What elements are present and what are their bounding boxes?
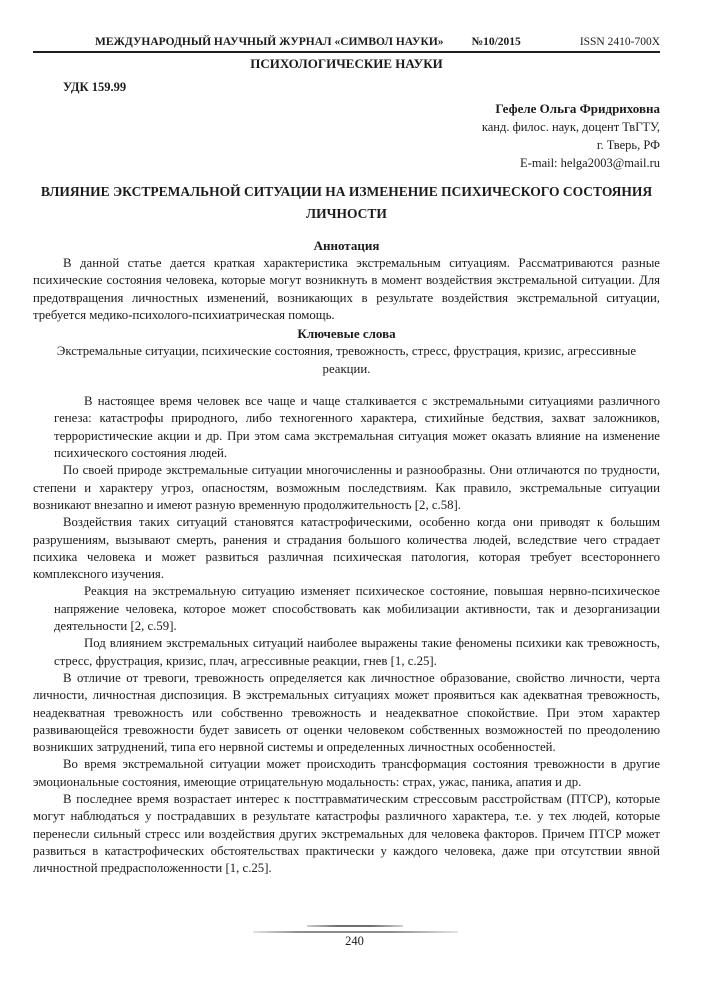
journal-issue: №10/2015 xyxy=(471,36,521,48)
footer-divider-top xyxy=(307,925,403,927)
header-divider xyxy=(33,51,660,53)
body-paragraph: В последнее время возрастает интерес к посттравматическим стрессовым расстройствам (ПТСР), которые могут наблюдаться у пострадавших в результате катастрофы различного характера, т.е. у тех людей, которые перенесли сильный стресс или воздействия других экстремальных для человека факторов. Причем ПТСР может развиться в катастрофических обстоятельствах практически у каждого человека, даже при отсутствии явной личностной предрасположенности [1, с.25]. xyxy=(33,792,660,876)
article-title-line1: ВЛИЯНИЕ ЭКСТРЕМАЛЬНОЙ СИТУАЦИИ НА ИЗМЕНЕНИЕ ПСИХИЧЕСКОГО СОСТОЯНИЯ xyxy=(40,184,653,199)
article-body xyxy=(33,393,660,877)
author-degree: канд. филос. наук, доцент ТвГТУ, xyxy=(481,120,660,134)
page-number: 240 xyxy=(345,934,364,948)
body-paragraph: Воздействия таких ситуаций становятся катастрофическими, особенно когда они приводят к большим разрушениям, вызывают смерть, ранения и страдания большого количества людей, вследствие чего страдает психика человека и может развиться различная психическая патология, которая требует всестороннего комплексного изучения. xyxy=(33,515,660,582)
footer-divider-bottom xyxy=(253,931,458,933)
author-block xyxy=(33,100,660,172)
journal-issn: ISSN 2410-700X xyxy=(579,36,660,48)
body-paragraph: Под влиянием экстремальных ситуаций наиболее выражены такие феномены психики как тревожность, стресс, фрустрация, кризис, плач, агрессивные реакции, гнев [1, с.25]. xyxy=(54,636,660,668)
keywords-text: Экстремальные ситуации, психические состояния, тревожность, стресс, фрустрация, кризис, агрессивные реакции. xyxy=(56,344,637,377)
body-paragraph: В отличие от тревоги, тревожность определяется как личностное образование, свойство личности, черта личности, личностная диспозиция. В экстремальных ситуациях может проявиться как адекватная тревожность, неадекватная тревожность или собственно тревожность и неадекватное спокойствие. При этом характер развивающейся тревожности будет зависеть от оценки человеком собственных возможностей по преодолению возникших затруднений, типа его нервной системы и определенных личностных особенностей. xyxy=(33,670,660,755)
article-title-line2: ЛИЧНОСТИ xyxy=(306,206,387,221)
article-title xyxy=(33,181,660,225)
section-heading: ПСИХОЛОГИЧЕСКИЕ НАУКИ xyxy=(250,56,443,71)
body-paragraph: Во время экстремальной ситуации может происходить трансформация состояния тревожности в другие эмоциональные состояния, имеющие отрицательную модальность: страх, ужас, паника, апатия и др. xyxy=(33,757,660,789)
keywords-heading: Ключевые слова xyxy=(297,326,396,342)
udc-code: УДК 159.99 xyxy=(63,80,127,94)
journal-name: МЕЖДУНАРОДНЫЙ НАУЧНЫЙ ЖУРНАЛ «СИМВОЛ НАУКИ» xyxy=(95,36,444,48)
abstract-text: В данной статье дается краткая характеристика экстремальным ситуациям. Рассматриваются разные психические состояния человека, которые могут возникнуть в момент воздействия экстремальной ситуации. Для предотвращения личностных изменений, возникающих в результате воздействия экстремальной ситуации, требуется медико-психолого-психиатрическая помощь. xyxy=(33,256,660,322)
body-paragraph: В настоящее время человек все чаще и чаще сталкивается с экстремальными ситуациями различного генеза: катастрофы природного, либо техногенного характера, стихийные бедствия, захват заложников, террористические акции и др. При этом сама экстремальная ситуация может оказать влияние на изменение психического состояния людей. xyxy=(54,394,660,461)
body-paragraph: Реакция на экстремальную ситуацию изменяет психическое состояние, повышая нервно-психическое напряжение человека, которое может способствовать как мобилизации активности, так и дезорганизации деятельности [2, с.59]. xyxy=(54,584,660,634)
author-location: г. Тверь, РФ xyxy=(596,138,660,152)
abstract-heading: Аннотация xyxy=(313,238,380,253)
author-email: E-mail: helga2003@mail.ru xyxy=(520,156,660,170)
body-paragraph: По своей природе экстремальные ситуации многочисленны и разнообразны. Они отличаются по трудности, степени и характеру угроз, опасностям, возможным последствиям. Как правило, экстремальные ситуации возникают внезапно и имеют разную временную продолжительность [2, с.58]. xyxy=(33,463,660,512)
author-name: Гефеле Ольга Фридриховна xyxy=(495,101,660,116)
journal-header xyxy=(33,36,660,48)
